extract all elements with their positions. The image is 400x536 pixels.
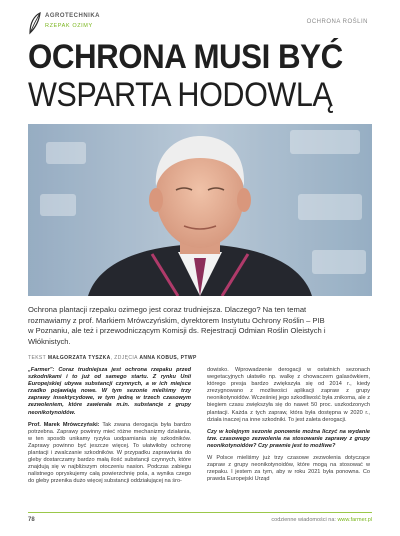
article-title-line2: WSPARTA HODOWLĄ xyxy=(28,76,333,114)
article-title-line1: OCHRONA MUSI BYĆ xyxy=(28,38,343,76)
author-credit: TEKST MAŁGORZATA TYSZKA, ZDJĘCIA ANNA KOBUS, PTWP xyxy=(28,355,197,361)
credit-photo-author: ANNA KOBUS, PTWP xyxy=(139,355,197,361)
answer-continued: dowisko. Wprowadzenie derogacji w ostatnich sezonach wegetacyjnych ułatwiło np. walkę z chowaczem galasówkiem, którego presja bardzo zwiększyła się od 2014 r., kiedy zrezygnowano z możliwości aplikacji zapraw z grupy neonikotynoidów. Wcześniej jego szkodliwość była znikoma, ale z biegiem czasu zwiększyła się do nawet 50 proc. uszkodzonych plantacji. Każda z tych zapraw, która była dostępna w 2020 r., działa inaczej na inne szkodniki. To jest zaleta derogacji. xyxy=(207,367,370,423)
interview-question: „Farmer”: Coraz trudniejsza jest ochrona rzepaku przed szkodnikami i to już od samego startu. Z rynku Unii Europejskiej ubywa substancji czynnych, a w ich miejsce rzadko pojawiają nowe. W tym sezonie mieliśmy trzy zaprawy insektycydowe, w tym jedną w trzech czasowym zezwoleniem, które zawierała m.in. substancje z grupy neonikotynoidów. xyxy=(28,367,191,416)
leaf-logo-icon xyxy=(28,11,42,35)
section-label: AGROTECHNIKA xyxy=(45,13,100,19)
portrait-illustration xyxy=(28,124,372,296)
speaker-name: Prof. Marek Mrówczyński: xyxy=(28,421,100,428)
category-label: OCHRONA ROŚLIN xyxy=(306,19,368,25)
page-header xyxy=(28,10,372,36)
page-footer xyxy=(28,512,372,526)
subsection-label: RZEPAK OZIMY xyxy=(45,23,93,29)
footer-url-link[interactable]: www.farmer.pl xyxy=(337,517,372,523)
interview-answer: W Polsce mieliśmy już trzy czasowe zezwolenia dotyczące zapraw z grupy neonikotynoidów, które mogą na stosować w rzepaku. I jestem za tym, aby w roku 2021 była ponowna. Co prawda Europejski Urząd xyxy=(207,455,370,483)
credit-text-label: TEKST xyxy=(28,355,47,361)
article-column-left xyxy=(28,367,191,491)
article-lead: Ochrona plantacji rzepaku ozimego jest coraz trudniejsza. Dlaczego? Na ten temat rozmawiamy z prof. Markiem Mrówczyńskim, dyrektorem Instytutu Ochrony Roślin – PIB w Poznaniu, ale też i przewodniczącym Komisji ds. Rejestracji Odmian Roślin Oleistych i Włóknistych. xyxy=(28,305,326,346)
footer-caption: codzienne wiadomości na: xyxy=(271,517,336,523)
interview-answer xyxy=(28,422,191,486)
footer-text xyxy=(271,517,372,523)
answer-text: Tak zwana derogacja była bardzo potrzebna. Zaprawy powinny mieć różne mechanizmy działania, w ten sposób unikamy ryzyka uodparniania się szkodników. Zaprawy powinno być jeszcze więcej. To ułatwiłoby ochronę plantacji i zwalczanie szkodników. W przypadku zaprawiania do gleby dostarczamy bardzo małą ilość substancji czynnych, które znajdują się w najbliższym otoczeniu nasion. Podczas zabiegu nalistnego opryskujemy całą powierzchnię pola, a wynika czego do gleby przenika dużo więcej substancji oddziałującej na śro- xyxy=(28,421,192,485)
article-column-right xyxy=(207,367,370,488)
page-number: 78 xyxy=(28,517,35,523)
credit-author: MAŁGORZATA TYSZKA xyxy=(47,355,111,361)
portrait-photo xyxy=(28,124,372,296)
interview-question: Czy w kolejnym sezonie ponownie można liczyć na wydanie tzw. czasowego zezwolenia na stosowanie zaprawy z grupy neonikotynoidów? Czy prawnie jest to możliwe? xyxy=(207,428,370,449)
credit-photo-label: ZDJĘCIA xyxy=(114,355,138,361)
